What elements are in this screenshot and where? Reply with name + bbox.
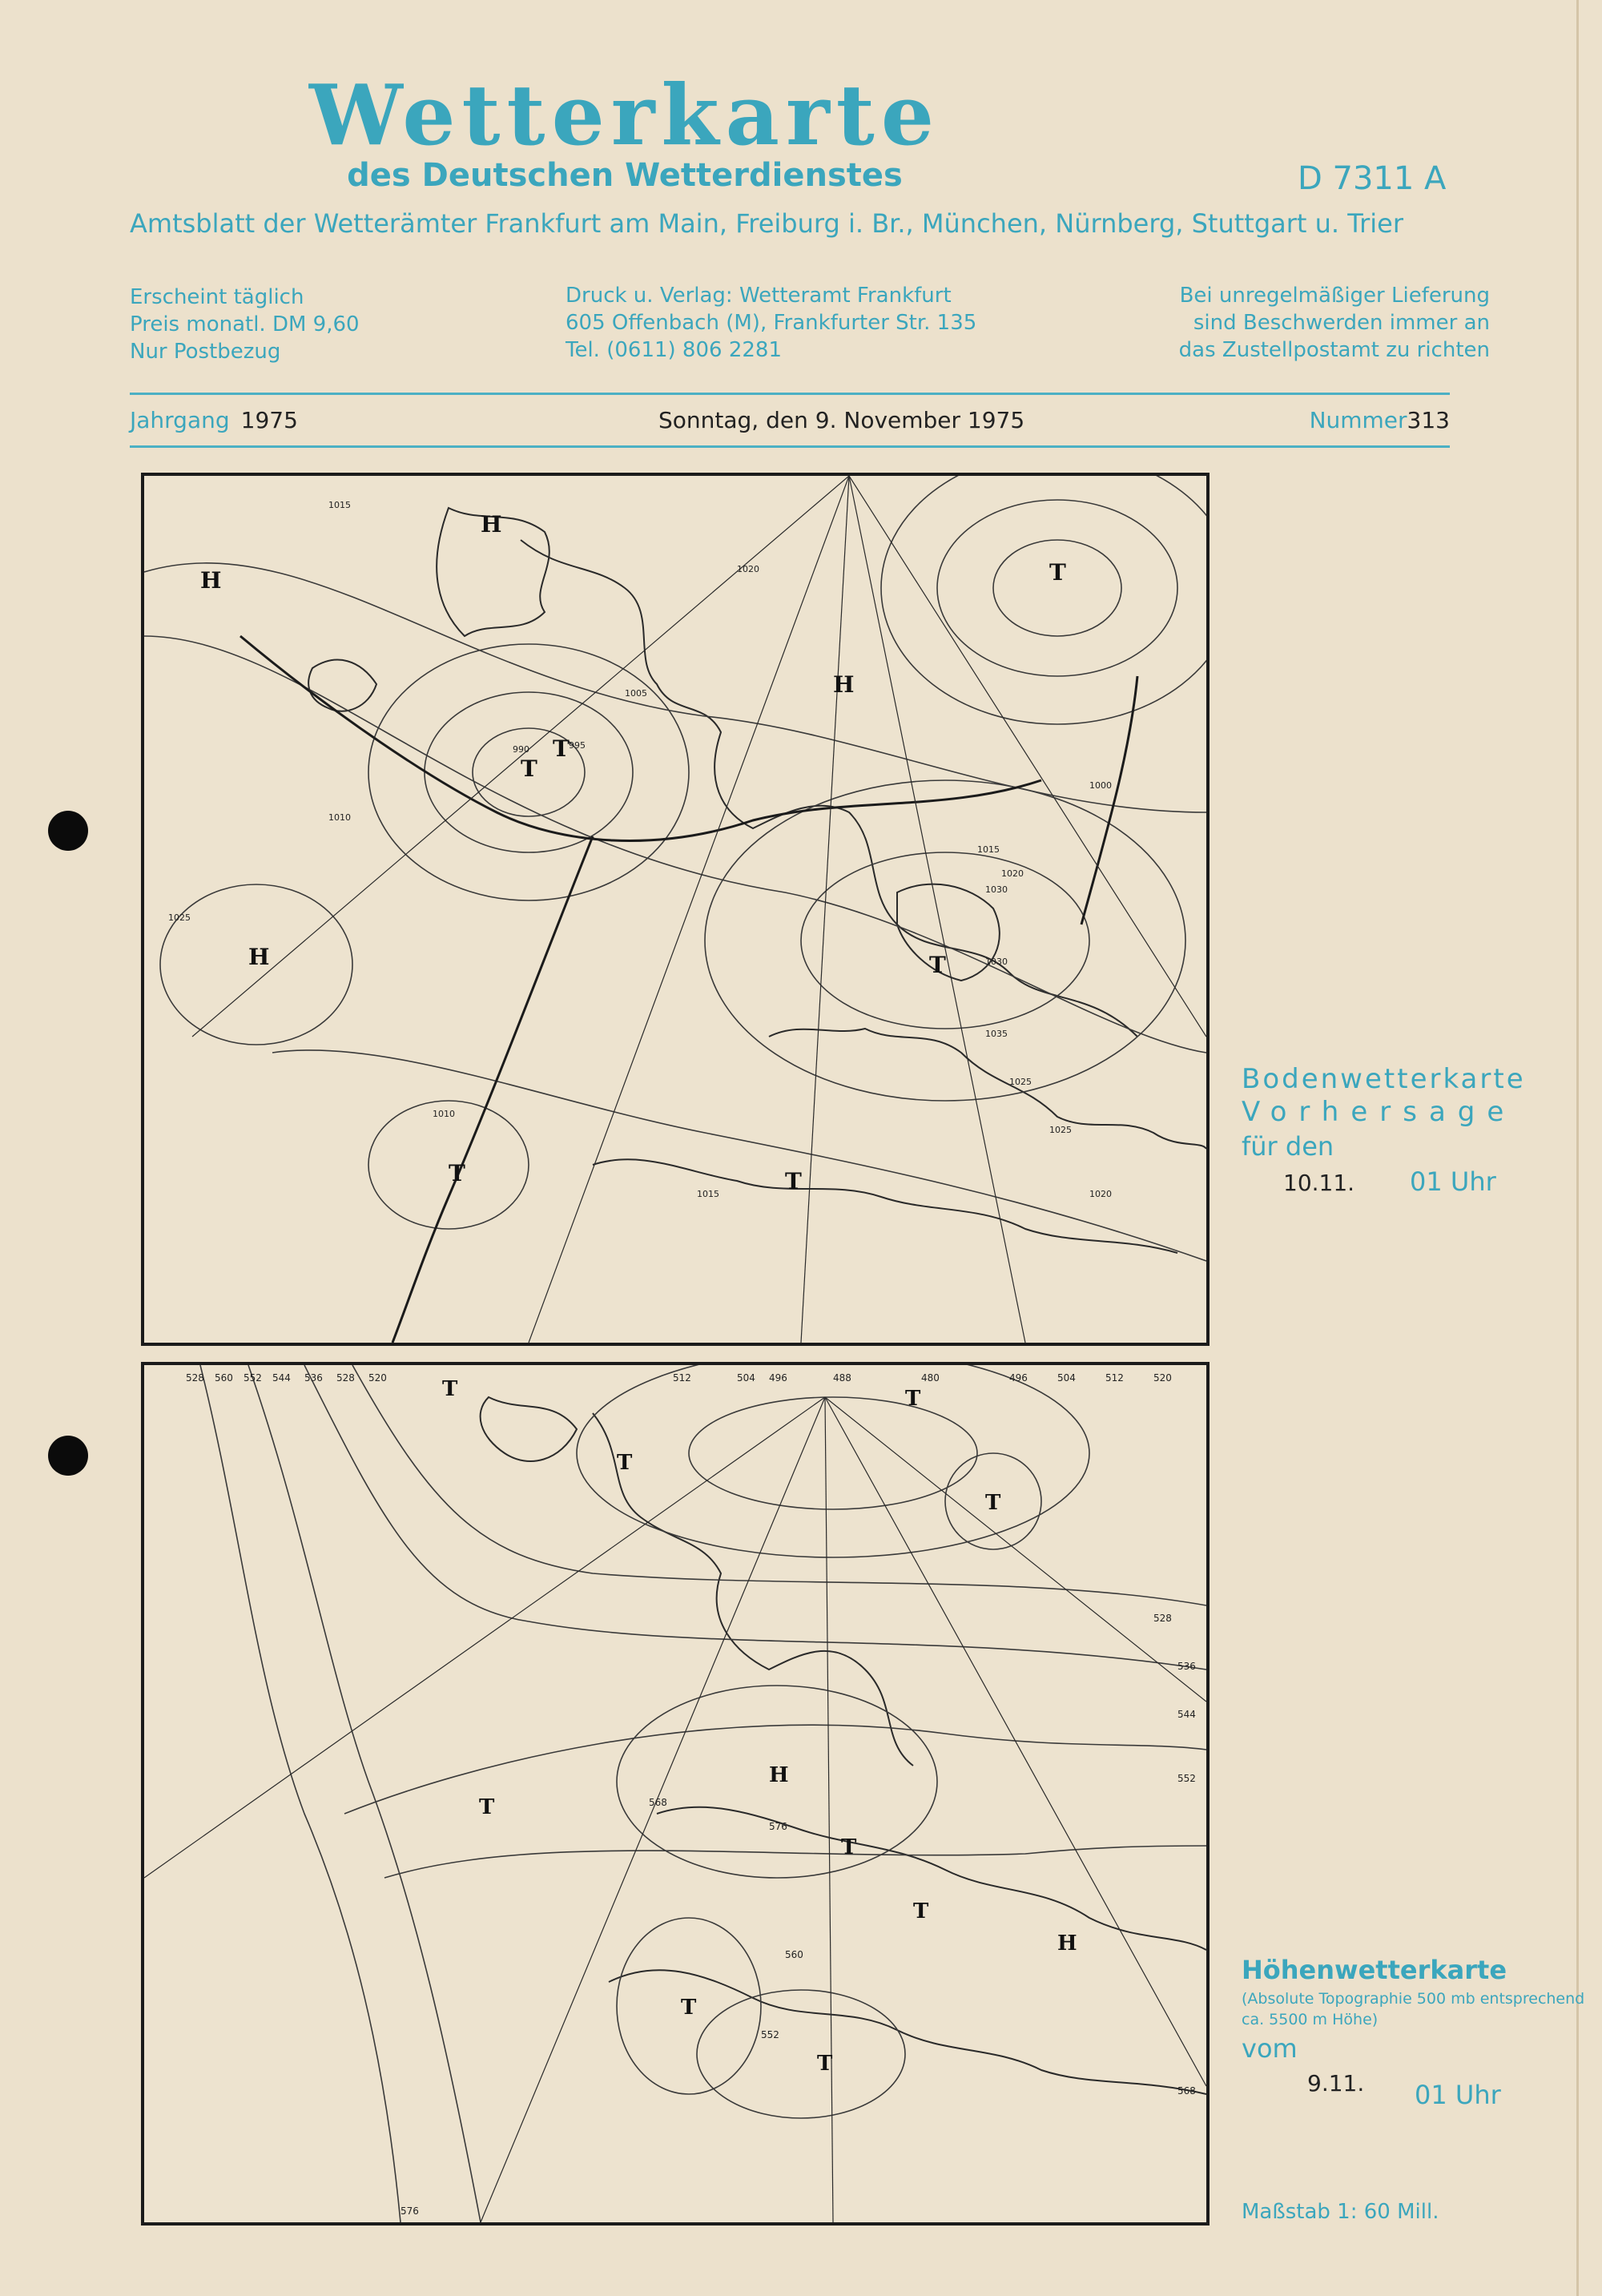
isobar-label: 1030 [985, 884, 1008, 895]
surface-map-drawing [144, 476, 1206, 1343]
meridian [825, 1397, 1206, 2086]
front-line [1081, 676, 1137, 924]
meridian [825, 1397, 1206, 1702]
surface-map-date: 10.11. [1283, 1170, 1355, 1196]
contour-label: 552 [1177, 1773, 1196, 1784]
info-line: das Zustellpostamt zu richten [1178, 338, 1490, 362]
pressure-center: H [200, 567, 222, 594]
publisher-info [566, 282, 976, 364]
contour-label: 496 [769, 1372, 787, 1384]
isobar-label: 990 [513, 744, 529, 755]
isobar-label: 1030 [985, 957, 1008, 967]
page-edge-line [1576, 0, 1579, 2296]
contour [689, 1397, 977, 1509]
meridian [849, 476, 1025, 1343]
pressure-center: H [769, 1763, 789, 1787]
header-rule-top [130, 393, 1450, 395]
pressure-center: T [681, 1996, 697, 2020]
contour-label: 504 [1057, 1372, 1076, 1384]
contour-label: 568 [649, 1797, 667, 1808]
contour [384, 1846, 1206, 1878]
isobar [272, 1050, 1206, 1261]
isobar-label: 1015 [697, 1189, 719, 1199]
contour-label: 488 [833, 1372, 851, 1384]
isobar-label: 1035 [985, 1029, 1008, 1039]
contour-label: 480 [921, 1372, 940, 1384]
contour-label: 512 [1105, 1372, 1124, 1384]
contour-label: 520 [1153, 1372, 1172, 1384]
contour [697, 1990, 905, 2118]
jahrgang-value: 1975 [240, 407, 298, 433]
contour [304, 1365, 1206, 1670]
page-title: Wetterkarte [309, 66, 940, 164]
coastline [593, 1159, 1177, 1253]
pressure-center: T [785, 1168, 802, 1194]
nummer-value: 313 [1407, 407, 1450, 433]
contour-label: 528 [1153, 1613, 1172, 1624]
amtsblatt-line: Amtsblatt der Wetterämter Frankfurt am Main, Freiburg i. Br., München, Nürnberg, Stuttgart u. Trier [130, 208, 1403, 239]
isobar-label: 1025 [1049, 1125, 1072, 1135]
pressure-center: H [833, 671, 855, 698]
contour-label: 528 [186, 1372, 204, 1384]
upper-map-time: 01 Uhr [1415, 2080, 1501, 2110]
contour [200, 1365, 400, 2222]
info-line: Erscheint täglich [130, 285, 304, 309]
surface-map-forecast-label: Vorhersage [1242, 1096, 1516, 1128]
front-line [392, 836, 593, 1343]
info-line: Druck u. Verlag: Wetteramt Frankfurt [566, 284, 952, 308]
jahrgang [130, 407, 298, 433]
top-contour-labels [186, 1372, 1172, 1384]
pressure-center: T [985, 1491, 1001, 1515]
pressure-center: T [617, 1451, 633, 1475]
contour [248, 1365, 481, 2222]
upper-map-note: (Absolute Topographie 500 mb entsprechend ca. 5500 m Höhe) [1242, 1990, 1585, 2028]
pressure-center: T [905, 1387, 921, 1411]
map-scale: Maßstab 1: 60 Mill. [1242, 2200, 1439, 2224]
upper-map-from-label: vom [1242, 2033, 1298, 2064]
contour [577, 1365, 1089, 1557]
info-line: sind Beschwerden immer an [1193, 311, 1490, 335]
isobar [937, 500, 1177, 676]
pressure-center: T [521, 755, 537, 782]
pressure-center: T [479, 1795, 495, 1819]
header-rule-bottom [130, 445, 1450, 448]
contour-label: 552 [244, 1372, 262, 1384]
contour-label: 552 [761, 2029, 779, 2040]
meridian [825, 1397, 833, 2222]
pressure-center: T [449, 1160, 465, 1186]
surface-weather-map [141, 473, 1210, 1346]
meridian [529, 476, 849, 1343]
isobar-label: 1025 [168, 912, 191, 923]
isobar [801, 852, 1089, 1029]
coastline [609, 1970, 1206, 2094]
isobar-label: 1000 [1089, 780, 1112, 791]
complaint-info [1137, 282, 1490, 364]
jahrgang-label: Jahrgang [130, 407, 230, 433]
isobar-label: 1025 [1009, 1077, 1032, 1087]
contour-labels [400, 1613, 1196, 2217]
coastline [657, 1807, 1206, 1950]
contour-label: 560 [215, 1372, 233, 1384]
page-subtitle: des Deutschen Wetterdienstes [347, 157, 903, 194]
nummer-label: Nummer [1309, 407, 1407, 433]
isobar [881, 476, 1206, 724]
contour-label: 504 [737, 1372, 755, 1384]
coastline [308, 660, 376, 711]
meridian [801, 476, 849, 1343]
isobar [144, 636, 1206, 1053]
height-contours [200, 1365, 1206, 2222]
info-line: Nur Postbezug [130, 340, 281, 364]
upper-map-caption: Höhenwetterkarte [1242, 1955, 1507, 1985]
contour-label: 496 [1009, 1372, 1028, 1384]
surface-map-time: 01 Uhr [1410, 1166, 1496, 1197]
contour-label: 576 [769, 1821, 787, 1832]
isobars [144, 476, 1206, 1261]
meridian [481, 1397, 825, 2222]
isobar-label: 1010 [433, 1109, 455, 1119]
isobar-label: 1015 [977, 844, 1000, 855]
isobar [705, 780, 1185, 1101]
contour-label: 536 [304, 1372, 323, 1384]
pressure-center: H [481, 511, 502, 538]
isobar-label: 1005 [625, 688, 647, 699]
issue-meta-row [130, 407, 1450, 439]
contour-label: 544 [1177, 1709, 1196, 1720]
publication-code: D 7311 A [1298, 160, 1447, 197]
pressure-center: T [442, 1377, 458, 1401]
pressure-center: T [553, 735, 570, 762]
pressure-center: T [1049, 559, 1066, 586]
meridian [849, 476, 1206, 1037]
surface-map-for-label: für den [1242, 1131, 1334, 1162]
punch-hole [48, 1436, 88, 1476]
isobar-labels [168, 500, 1112, 1199]
isobar-label: 1010 [328, 812, 351, 823]
fronts [240, 636, 1137, 1343]
coastline [769, 1029, 1206, 1149]
issue-number [1310, 407, 1450, 433]
info-line: Tel. (0611) 806 2281 [566, 338, 782, 362]
info-line: 605 Offenbach (M), Frankfurter Str. 135 [566, 311, 977, 335]
isobar-label: 1015 [328, 500, 351, 510]
pressure-center: T [929, 952, 946, 978]
pressure-center: T [841, 1835, 857, 1859]
isobar-label: 995 [569, 740, 586, 751]
isobar-label: 1020 [1001, 868, 1024, 879]
issue-date: Sonntag, den 9. November 1975 [658, 407, 1025, 433]
info-line: Bei unregelmäßiger Lieferung [1179, 284, 1490, 308]
isobar-label: 1020 [737, 564, 759, 574]
contour-label: 520 [368, 1372, 387, 1384]
subscription-info [130, 284, 360, 365]
pressure-center: H [1057, 1931, 1077, 1956]
coastline [481, 1397, 577, 1461]
isobar-label: 1020 [1089, 1189, 1112, 1199]
pressure-center: T [817, 2052, 833, 2076]
punch-hole [48, 811, 88, 851]
contour-label: 544 [272, 1372, 291, 1384]
contour-label: 512 [673, 1372, 691, 1384]
isobar [993, 540, 1121, 636]
contour-label: 576 [400, 2205, 419, 2217]
upper-air-map [141, 1362, 1210, 2226]
contour-label: 568 [1177, 2085, 1196, 2097]
coastline [521, 540, 1137, 1037]
upper-map-drawing [144, 1365, 1206, 2222]
contour-label: 536 [1177, 1661, 1196, 1672]
contour-label: 560 [785, 1949, 803, 1960]
surface-map-caption: Bodenwetterkarte [1242, 1063, 1526, 1095]
contour-label: 528 [336, 1372, 355, 1384]
pressure-center: H [248, 944, 270, 970]
coastline [593, 1413, 913, 1766]
upper-map-date: 9.11. [1307, 2070, 1365, 2097]
pressure-center: T [913, 1899, 929, 1923]
info-line: Preis monatl. DM 9,60 [130, 312, 360, 336]
